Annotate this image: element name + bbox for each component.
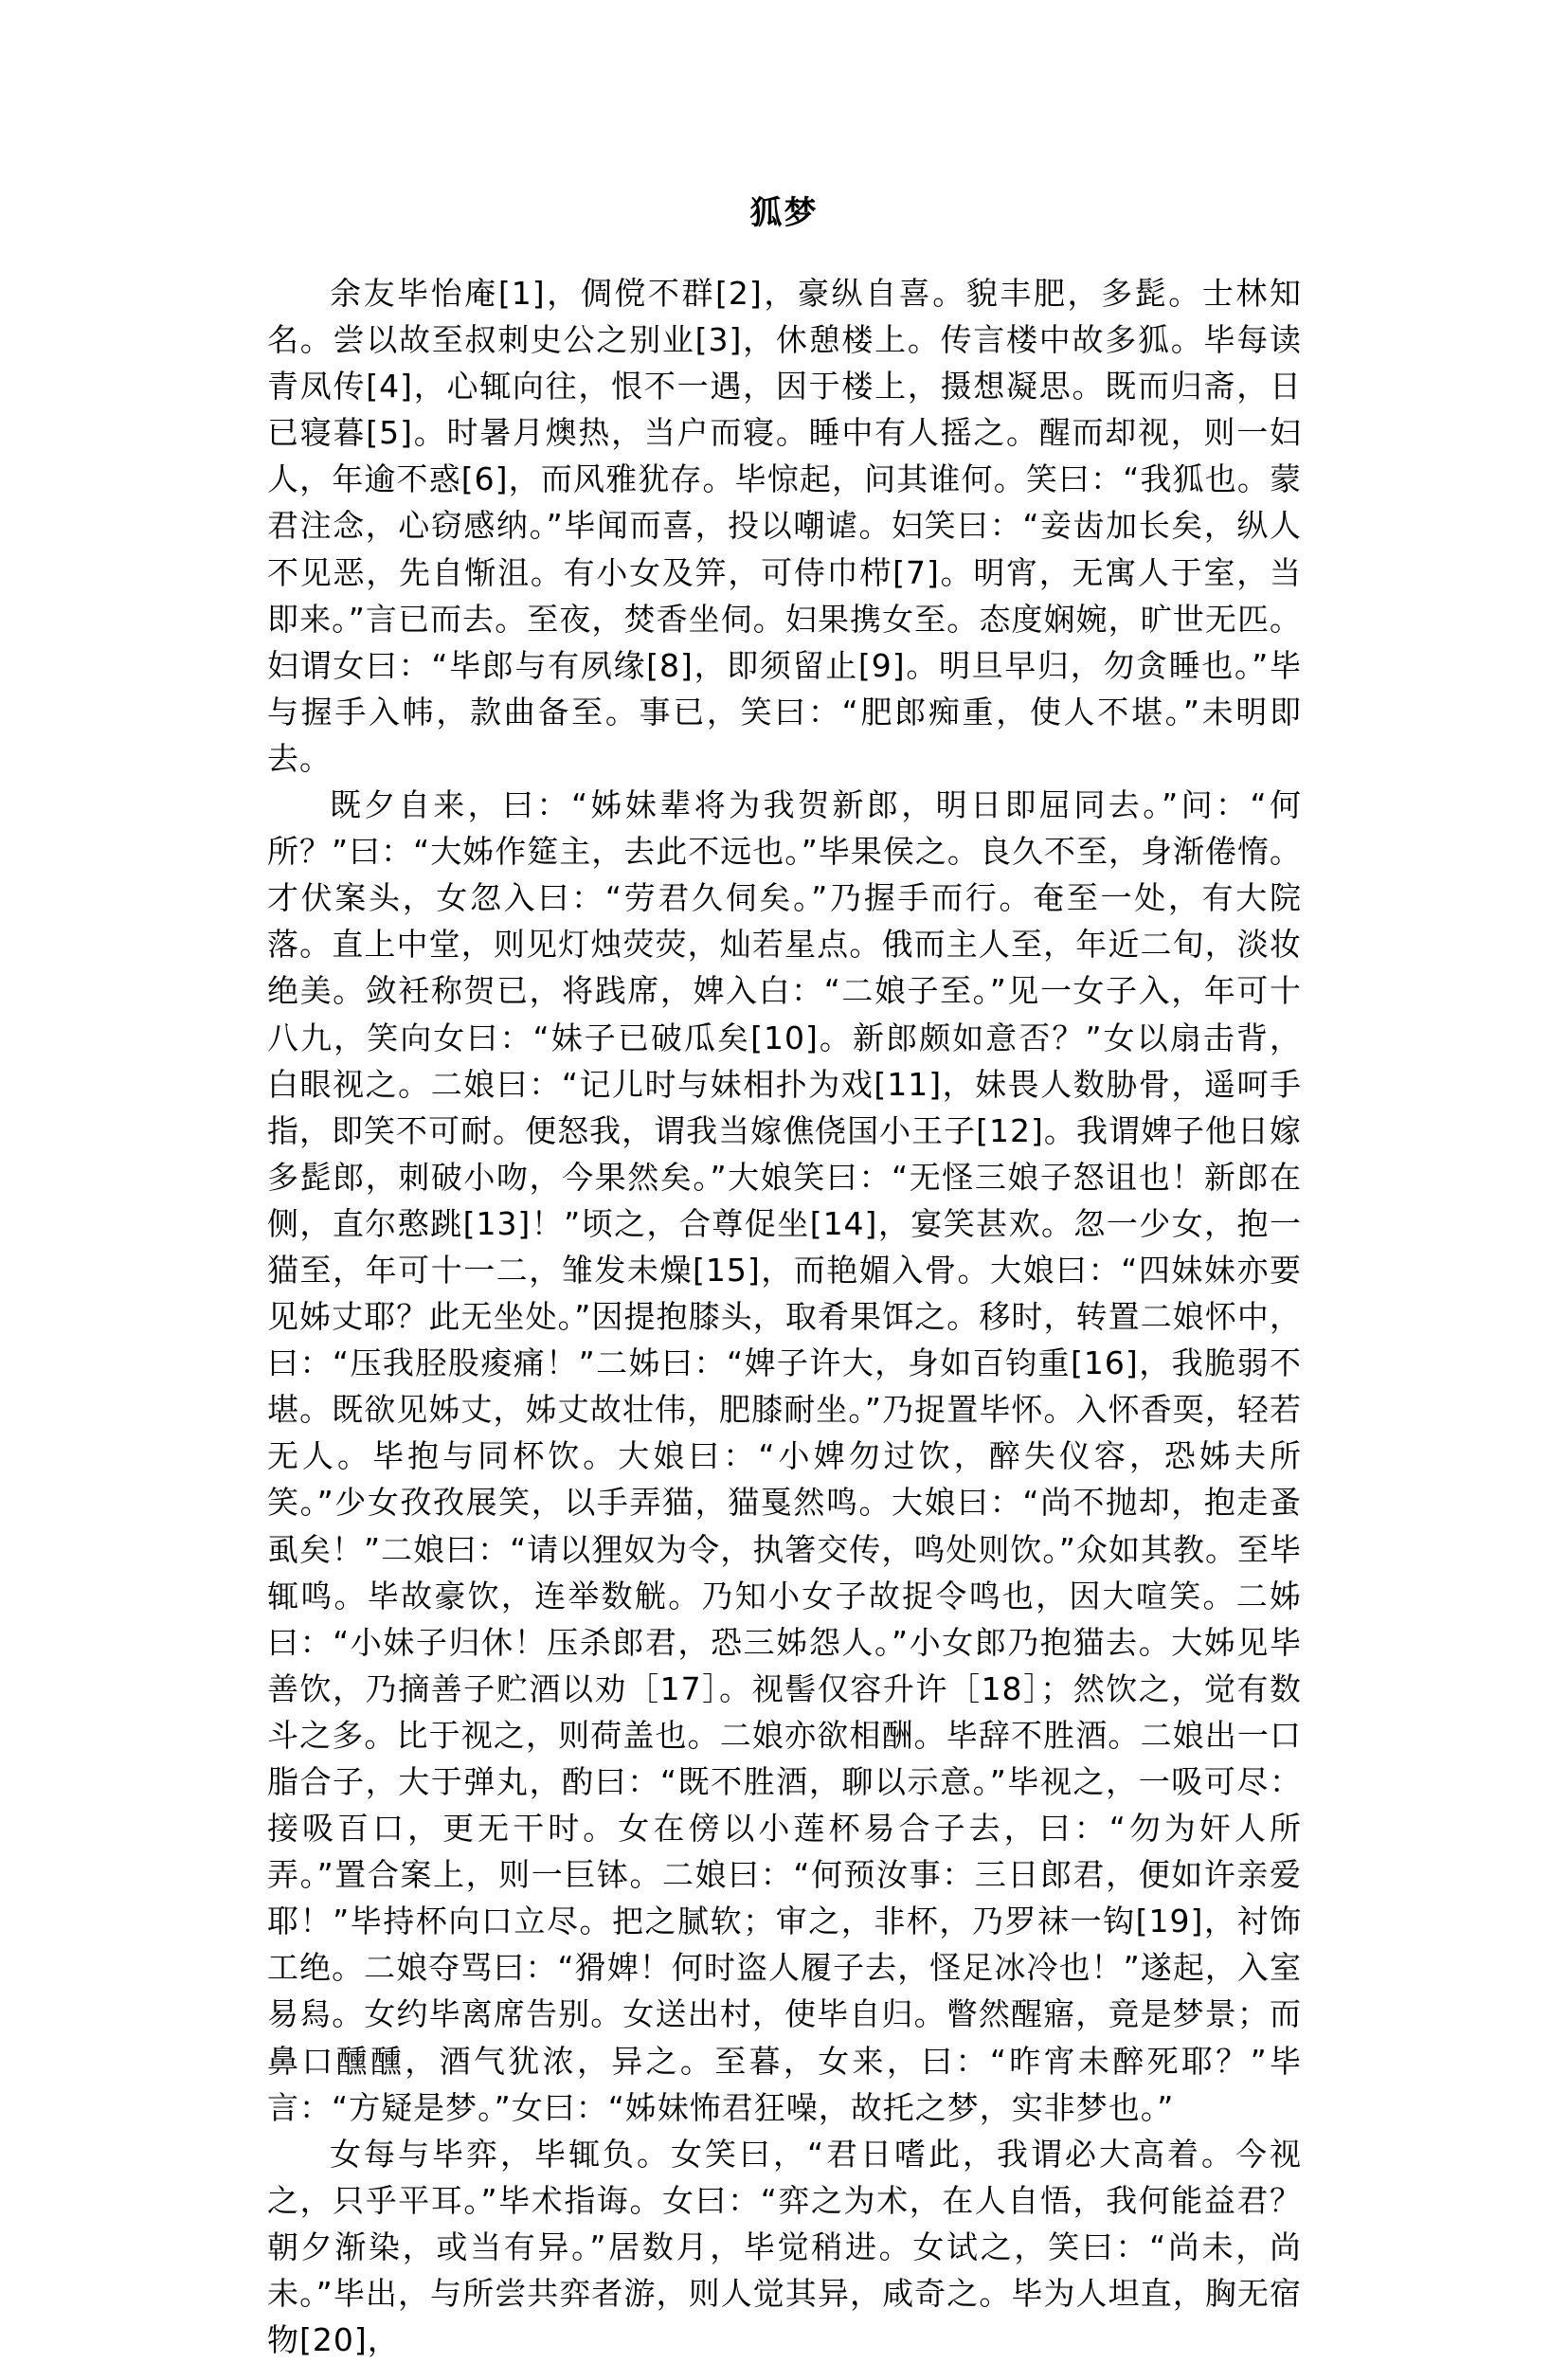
page-title: 狐梦 — [749, 194, 819, 232]
paragraph-2: 既夕自来，曰：“姊妹辈将为我贺新郎，明日即屈同去。”问：“何所？”曰：“大姊作筵主，去此不远也。”毕果侯之。良久不至，身渐倦惰。才伏案头，女忽入曰：“劳君久伺矣。”乃握手而行。奄至一处，有大院落。直上中堂，则见灯烛荧荧，灿若星点。俄而主人至，年近二旬，淡妆绝美。敛衽称贺已，将践席，婢入白：“二娘子至。”见一女子入，年可十八九，笑向女曰：“妹子已破瓜矣[10]。新郎颇如意否？”女以扇击背，白眼视之。二娘曰：“记儿时与妹相扑为戏[11]，妹畏人数胁骨，遥呵手指，即笑不可耐。便怒我，谓我当嫁僬侥国小王子[12]。我谓婢子他日嫁多髭郎，刺破小吻，今果然矣。”大娘笑曰：“无怪三娘子怒诅也！新郎在侧，直尔憨跳[13]！”顷之，合尊促坐[14]，宴笑甚欢。忽一少女，抱一猫至，年可十一二，雏发未燥[15]，而艳媚入骨。大娘曰：“四妹妹亦要见姊丈耶？此无坐处。”因提抱膝头，取肴果饵之。移时，转置二娘怀中，曰：“压我胫股痠痛！”二姊曰：“婢子许大，身如百钧重[16]，我脆弱不堪。既欲见姊丈，姊丈故壮伟，肥膝耐坐。”乃捉置毕怀。入怀香耎，轻若无人。毕抱与同杯饮。大娘曰：“小婢勿过饮，醉失仪容，恐姊夫所笑。”少女孜孜展笑，以手弄猫，猫戛然鸣。大娘曰：“尚不抛却，抱走蚤虱矣！”二娘曰：“请以狸奴为令，执箸交传，鸣处则饮。”众如其教。至毕辄鸣。毕故豪饮，连举数觥。乃知小女子故捉令鸣也，因大喧笑。二姊曰：“小妹子归休！压杀郎君，恐三姊怨人。”小女郎乃抱猫去。大姊见毕善饮，乃摘善子贮酒以劝［17］。视髻仅容升许［18］；然饮之，觉有数斗之多。比于视之，则荷盖也。二娘亦欲相酬。毕辞不胜酒。二娘出一口脂合子，大于弹丸，酌曰：“既不胜酒，聊以示意。”毕视之，一吸可尽：接吸百口，更无干时。女在傍以小莲杯易合子去，曰：“勿为奸人所弄。”置合案上，则一巨钵。二娘曰：“何预汝事：三日郎君，便如许亲爱耶！”毕持杯向口立尽。把之腻软；审之，非杯，乃罗袜一钩[19]，衬饰工绝。二娘夺骂曰：“猾婢！何时盗人履子去，怪足冰冷也！”遂起，入室易舄。女约毕离席告别。女送出村，使毕自归。瞥然醒寤，竟是梦景；而鼻口醺醺，酒气犹浓，异之。至暮，女来，曰：“昨宵未醉死耶？”毕言：“方疑是梦。”女曰：“姊妹怖君狂噪，故托之梦，实非梦也。” — [267, 786, 1302, 2126]
paragraph-1: 余友毕怡庵[1]，倜傥不群[2]，豪纵自喜。貌丰肥，多髭。士林知名。尝以故至叔刺史公之别业[3]，休憩楼上。传言楼中故多狐。毕每读青凤传[4]，心辄向往，恨不一遇，因于楼上，摄想凝思。既而归斋，日已寝暮[5]。时暑月燠热，当户而寝。睡中有人摇之。醒而却视，则一妇人，年逾不惑[6]，而风雅犹存。毕惊起，问其谁何。笑曰：“我狐也。蒙君注念，心窃感纳。”毕闻而喜，投以嘲谑。妇笑曰：“妾齿加长矣，纵人不见恶，先自惭沮。有小女及笄，可侍巾栉[7]。明宵，无寓人于室，当即来。”言已而去。至夜，焚香坐伺。妇果携女至。态度娴婉，旷世无匹。妇谓女曰：“毕郎与有夙缘[8]，即须留止[9]。明旦早归，勿贪睡也。”毕与握手入帏，款曲备至。事已，笑曰：“肥郎痴重，使人不堪。”未明即去。 — [267, 275, 1302, 777]
document-body — [267, 270, 1302, 2363]
paragraph-3: 女每与毕弈，毕辄负。女笑曰，“君日嗜此，我谓必大高着。今视之，只乎平耳。”毕术指诲。女曰：“弈之为术，在人自悟，我何能益君？朝夕渐染，或当有异。”居数月，毕觉稍进。女试之，笑曰：“尚未，尚未。”毕出，与所尝共弈者游，则人觉其异，咸奇之。毕为人坦直，胸无宿物[20]， — [267, 2135, 1302, 2359]
